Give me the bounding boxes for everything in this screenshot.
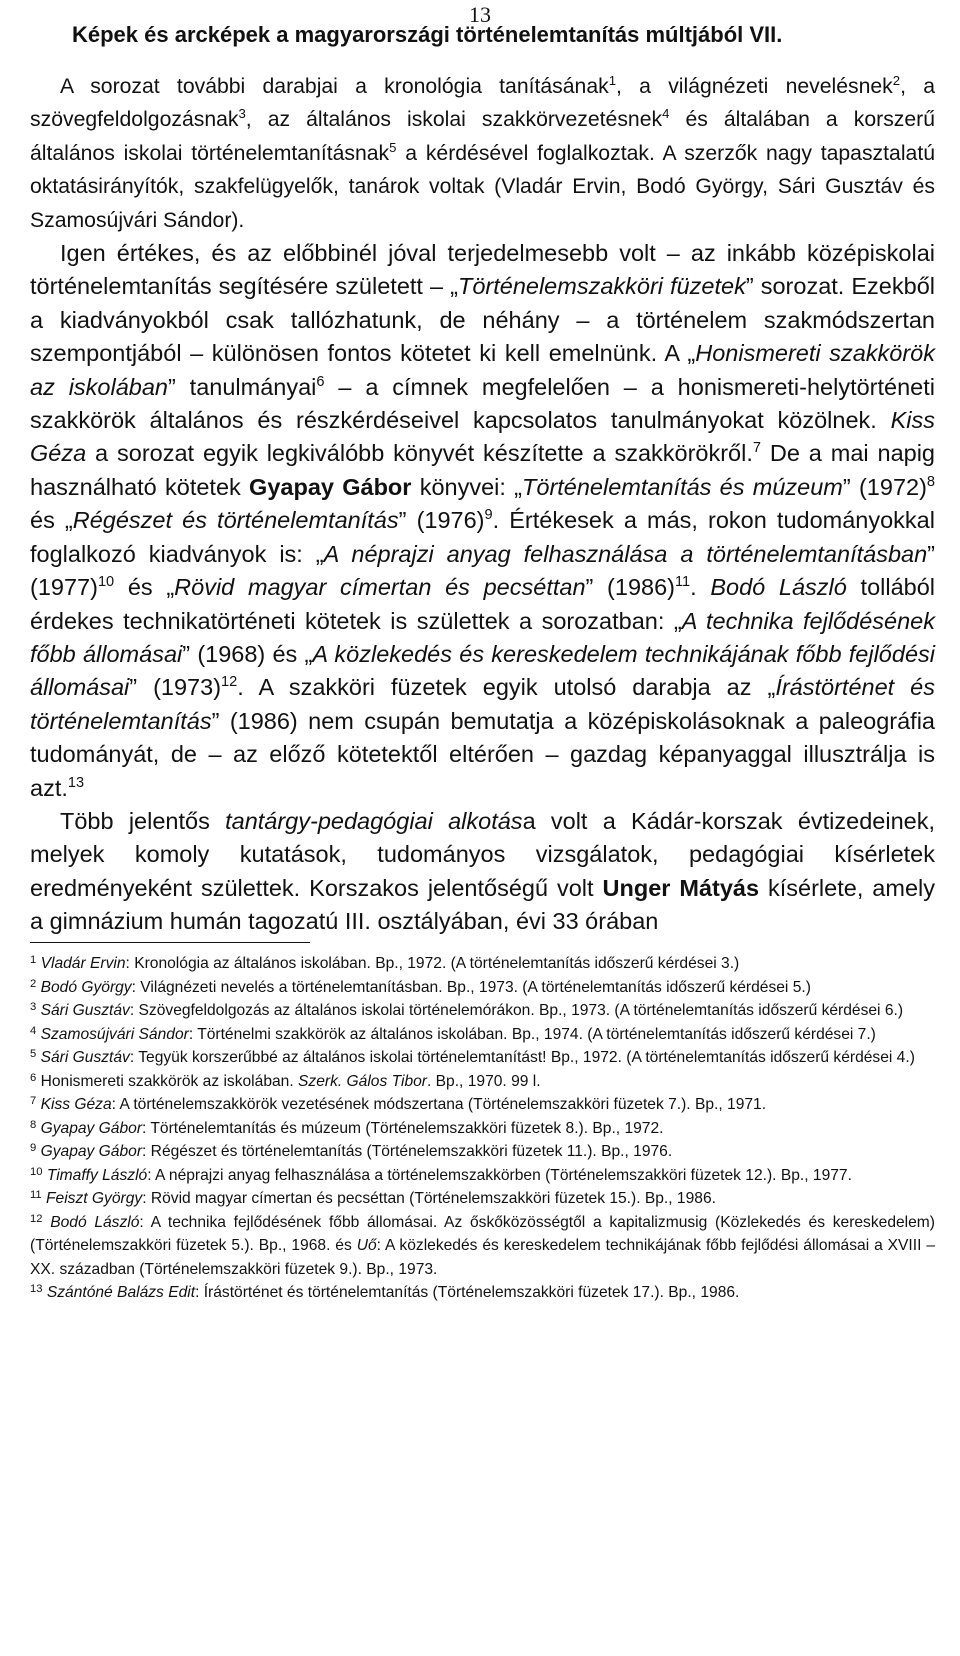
footnote-number: 5	[30, 1048, 37, 1060]
text-run: a sorozat egyik legkiválóbb könyvét készítette a szakkörökről.	[86, 440, 753, 467]
footnote-author: Timaffy László	[46, 1166, 148, 1184]
footnote-ref: 9	[484, 507, 493, 524]
footnote-9	[30, 1140, 935, 1164]
italic-title: Írástörténet és történelemtanítás	[30, 674, 936, 734]
text-run: Igen értékes, és az előbbinél jóval terjedelmesebb volt – az inkább középiskolai történelemtanítás segítésére született – „	[30, 240, 935, 300]
footnote-ref: 8	[926, 474, 936, 491]
footnote-author: Vladár Ervin	[40, 955, 126, 972]
text-run: .	[690, 574, 711, 601]
footnote-author: Sári Gusztáv	[40, 1002, 130, 1019]
footnote-text: : A közlekedés és kereskedelem technikájának főbb fejlődési állomásai a XVIII – XX. században (Történelemszakköri füzetek 9.). Bp., 1973.	[30, 1237, 936, 1278]
paragraph-1	[30, 70, 935, 237]
footnote-text: Honismereti szakkörök az iskolában.	[40, 1072, 298, 1090]
text-run: kísérlete, amely a gimnázium humán tagozatú III. osztályában, évi 33 órában	[30, 874, 935, 935]
footnote-4	[30, 1023, 935, 1047]
footnote-number: 8	[30, 1118, 37, 1131]
text-run: tollából érdekes technikatörténeti kötetek is születtek a sorozatban: „	[30, 574, 936, 634]
footnote-author: Kiss Géza	[40, 1096, 112, 1113]
text-run: ” (1973)	[129, 674, 222, 701]
footnote-number: 9	[30, 1142, 37, 1154]
footnote-text: : Szövegfeldolgozás az általános iskolai történelemórákon. Bp., 1973. (A történelemtanítás időszerű kérdései 6.)	[129, 1002, 904, 1019]
text-run: ” (1976)	[398, 507, 485, 534]
footnote-author: Bodó György	[40, 978, 132, 996]
footnote-number: 13	[30, 1283, 43, 1295]
italic-phrase: tantárgy-pedagógiai alkotás	[225, 807, 523, 834]
footnote-text: : Világnézeti nevelés a történelemtanításban. Bp., 1973. (A történelemtanítás időszerű kérdései 5.)	[131, 978, 811, 996]
footnote-author: Gyapay Gábor	[40, 1143, 143, 1160]
footnote-author: Szántóné Balázs Edit	[46, 1284, 196, 1301]
footnote-text: : Történelemtanítás és múzeum (Történelemszakköri füzetek 8.). Bp., 1972.	[142, 1119, 664, 1137]
text-run: a volt a Kádár-korszak évtizedeinek, melyek komoly kutatások, tudományos vizsgálatok, pedagógiai kísérletek eredményeként születtek. Korszakos jelentőségű volt	[30, 807, 935, 901]
footnote-ref: 12	[221, 674, 238, 691]
page-title: Képek és arcképek a magyarországi történelemtanítás múltjából VII.	[72, 22, 783, 47]
footnote-10	[30, 1164, 935, 1188]
footnote-text: : Írástörténet és történelemtanítás (Történelemszakköri füzetek 17.). Bp., 1986.	[195, 1284, 740, 1301]
italic-title: Történelemszakköri füzetek	[457, 273, 746, 300]
footnote-ref: 3	[238, 106, 246, 122]
footnote-3	[30, 999, 935, 1023]
footnote-text: : Régészet és történelemtanítás (Történelemszakköri füzetek 11.). Bp., 1976.	[142, 1143, 673, 1160]
footnote-7	[30, 1093, 935, 1117]
footnote-ref: 4	[662, 106, 670, 122]
bold-name: Unger Mátyás	[602, 874, 760, 901]
footnote-2	[30, 976, 935, 1000]
text-run: ” (1972)	[842, 473, 927, 500]
text-run: – a címnek megfelelően – a honismereti-helytörténeti szakkörök általános és részkérdéseivel kapcsolatos tanulmányokat közölnek.	[30, 373, 935, 434]
footnote-number: 6	[30, 1071, 37, 1084]
bold-name: Gyapay Gábor	[249, 473, 412, 500]
italic-title: A néprajzi anyag felhasználása a történelemtanításban	[323, 540, 928, 567]
footnote-number: 3	[30, 1001, 37, 1013]
footnote-ref: 5	[389, 139, 397, 155]
paragraph-2	[30, 237, 935, 805]
footnote-ref: 11	[674, 574, 691, 591]
footnote-number: 1	[30, 954, 37, 966]
text-run: , a szövegfeldolgozásnak	[30, 75, 935, 132]
italic-title: Honismereti szakkörök az iskolában	[30, 340, 935, 400]
text-run: , az általános iskolai szakkörvezetésnek	[245, 108, 663, 132]
text-run: és „	[30, 507, 73, 534]
text-run: ” tanulmányai	[167, 373, 317, 400]
footnote-author: Uő	[356, 1237, 377, 1254]
footnote-5	[30, 1046, 935, 1070]
footnote-6	[30, 1070, 935, 1094]
footnote-number: 10	[30, 1165, 43, 1178]
footnote-ref: 6	[316, 373, 325, 390]
footnote-11	[30, 1187, 935, 1211]
text-run: . A szakköri füzetek egyik utolsó darabja az „	[237, 674, 776, 701]
page-number: 13	[469, 2, 491, 27]
text-run: A sorozat további darabjai a kronológia tanításának	[60, 75, 609, 98]
footnote-separator	[30, 942, 310, 943]
footnote-13	[30, 1281, 935, 1305]
footnote-text: . Bp., 1970. 99 l.	[426, 1072, 541, 1090]
italic-name: Kiss Géza	[30, 407, 935, 467]
footnote-number: 2	[30, 977, 37, 990]
text-run: és általában a korszerű általános iskolai történelemtanításnak	[30, 108, 935, 165]
footnote-author: Sári Gusztáv	[40, 1049, 130, 1066]
italic-title: A közlekedés és kereskedelem technikájának főbb fejlődési állomásai	[30, 640, 935, 701]
footnote-text: : A néprajzi anyag felhasználása a történelemszakkörben (Történelemszakköri füzetek 12.). Bp., 1977.	[147, 1166, 852, 1184]
footnote-author: Feiszt György	[46, 1190, 143, 1207]
text-run: ” sorozat. Ezekből a kiadványokból csak tallózhatunk, de néhány – a történelem szakmódszertan szempontjából – különösen fontos kötetet ki kell emelnünk. A „	[30, 273, 935, 367]
text-run: könyvei: „	[411, 473, 523, 500]
text-run: ” (1986)	[585, 574, 675, 601]
footnote-ref: 10	[97, 574, 115, 591]
italic-title: Rövid magyar címertan és pecséttan	[174, 574, 586, 601]
footnotes	[30, 952, 935, 1305]
italic-title: Régészet és történelemtanítás	[72, 507, 399, 534]
text-run: ” (1986) nem csupán bemutatja a középiskolásoknak a paleográfia tudományát, de – az előző kötetektől eltérően – gazdag képanyaggal illusztrálja is azt.	[30, 707, 935, 801]
text-run: . Értékesek a más, rokon tudományokkal foglalkozó kiadványok is: „	[30, 507, 935, 567]
italic-title: Történelemtanítás és múzeum	[522, 473, 843, 500]
footnote-number: 7	[30, 1095, 37, 1107]
footnote-text: : Rövid magyar címertan és pecséttan (Történelemszakköri füzetek 15.). Bp., 1986.	[142, 1190, 716, 1207]
footnote-author: Gyapay Gábor	[40, 1119, 143, 1137]
body-text	[30, 70, 935, 939]
footnote-ref: 13	[67, 774, 85, 791]
text-run: De a mai napig használható kötetek	[30, 440, 935, 500]
footnote-ref: 7	[752, 440, 761, 457]
footnote-12	[30, 1211, 935, 1282]
text-run: és „	[114, 574, 175, 601]
footnote-number: 4	[30, 1024, 37, 1037]
text-run: a kérdésével foglalkoztak. A szerzők nagy tapasztalatú oktatásirányítók, szakfelügyelők, tanárok voltak (Vladár Ervin, Bodó György, Sári Gusztáv és Szamosújvári Sándor).	[30, 141, 935, 232]
paragraph-3	[30, 805, 935, 939]
footnote-text: : A történelemszakkörök vezetésének módszertana (Történelemszakköri füzetek 7.). Bp., 1971.	[111, 1096, 767, 1113]
footnote-text: : Történelmi szakkörök az általános iskolában. Bp., 1974. (A történelemtanítás időszerű kérdései 7.)	[188, 1025, 876, 1043]
footnote-number: 12	[30, 1212, 43, 1225]
footnote-author: Bodó László	[50, 1213, 140, 1231]
footnote-1	[30, 952, 935, 976]
footnote-editor: Szerk. Gálos Tibor	[298, 1072, 427, 1090]
footnote-number: 11	[30, 1189, 42, 1201]
footnote-text: : A technika fejlődésének főbb állomásai. Az őskőközösségtől a kapitalizmusig (Közlekedés és kereskedelem) (Történelemszakköri füzetek 5.). Bp., 1968. és	[30, 1213, 935, 1254]
footnote-8	[30, 1117, 935, 1141]
footnote-author: Szamosújvári Sándor	[40, 1025, 189, 1043]
italic-title: A technika fejlődésének főbb állomásai	[30, 607, 935, 667]
text-run: Több jelentős	[60, 807, 226, 834]
footnote-text: : Kronológia az általános iskolában. Bp., 1972. (A történelemtanítás időszerű kérdései 3.)	[125, 955, 740, 972]
italic-name: Bodó László	[710, 574, 847, 601]
footnote-text: : Tegyük korszerűbbé az általános iskolai történelemtanítást! Bp., 1972. (A történelemtanítás időszerű kérdései 4.)	[129, 1049, 915, 1066]
footnote-ref: 2	[892, 72, 901, 88]
text-run: ” (1968) és „	[182, 640, 313, 667]
text-run: ” (1977)	[30, 540, 935, 601]
footnote-ref: 1	[608, 72, 617, 88]
text-run: , a világnézeti nevelésnek	[616, 75, 893, 98]
